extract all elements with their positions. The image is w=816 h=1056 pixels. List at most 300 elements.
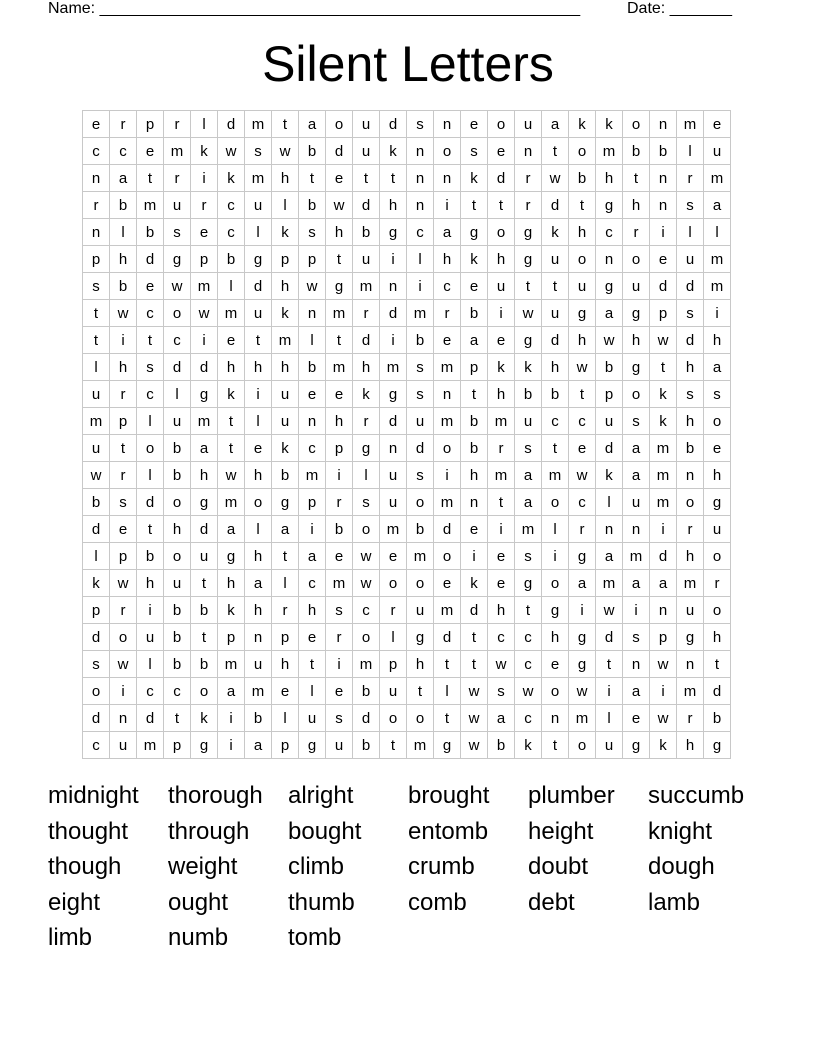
grid-cell: h: [677, 543, 704, 570]
grid-cell: d: [542, 327, 569, 354]
grid-cell: r: [272, 597, 299, 624]
grid-cell: t: [299, 651, 326, 678]
grid-cell: u: [596, 732, 623, 759]
grid-cell: m: [407, 300, 434, 327]
grid-cell: m: [218, 300, 245, 327]
grid-row: [83, 489, 731, 516]
grid-cell: t: [461, 624, 488, 651]
grid-cell: b: [137, 543, 164, 570]
grid-cell: t: [380, 732, 407, 759]
grid-cell: t: [542, 435, 569, 462]
grid-row: [83, 354, 731, 381]
grid-cell: c: [164, 327, 191, 354]
word-list-item: crumb: [408, 853, 475, 880]
grid-cell: s: [326, 705, 353, 732]
grid-cell: k: [650, 381, 677, 408]
grid-cell: n: [299, 300, 326, 327]
grid-cell: s: [83, 651, 110, 678]
grid-cell: w: [164, 273, 191, 300]
grid-cell: s: [515, 543, 542, 570]
grid-cell: e: [488, 543, 515, 570]
grid-cell: m: [704, 165, 731, 192]
grid-cell: s: [110, 489, 137, 516]
grid-cell: b: [164, 624, 191, 651]
grid-cell: k: [218, 165, 245, 192]
grid-cell: n: [596, 246, 623, 273]
grid-cell: g: [704, 489, 731, 516]
grid-cell: k: [542, 219, 569, 246]
word-list-item: climb: [288, 853, 345, 880]
grid-cell: p: [299, 246, 326, 273]
word-list-item: knight: [648, 817, 713, 845]
grid-cell: m: [677, 570, 704, 597]
grid-cell: b: [83, 489, 110, 516]
grid-cell: t: [434, 705, 461, 732]
grid-cell: e: [542, 651, 569, 678]
grid-cell: n: [623, 651, 650, 678]
grid-cell: l: [596, 705, 623, 732]
grid-cell: h: [704, 624, 731, 651]
grid-cell: l: [677, 219, 704, 246]
grid-cell: k: [650, 408, 677, 435]
page-title: Silent Letters: [262, 36, 554, 92]
grid-cell: d: [353, 192, 380, 219]
grid-cell: r: [380, 597, 407, 624]
grid-cell: s: [677, 300, 704, 327]
grid-cell: u: [380, 489, 407, 516]
grid-cell: t: [434, 651, 461, 678]
grid-cell: o: [488, 111, 515, 138]
grid-row: [83, 435, 731, 462]
grid-cell: h: [677, 408, 704, 435]
grid-cell: w: [596, 597, 623, 624]
grid-cell: t: [515, 273, 542, 300]
grid-cell: b: [164, 597, 191, 624]
grid-cell: m: [380, 516, 407, 543]
grid-cell: l: [704, 219, 731, 246]
grid-cell: t: [407, 678, 434, 705]
grid-cell: o: [704, 543, 731, 570]
grid-cell: b: [218, 246, 245, 273]
grid-cell: g: [326, 273, 353, 300]
grid-cell: l: [272, 705, 299, 732]
grid-cell: h: [245, 543, 272, 570]
grid-cell: u: [542, 300, 569, 327]
grid-cell: e: [137, 273, 164, 300]
grid-cell: d: [353, 705, 380, 732]
grid-cell: h: [569, 327, 596, 354]
grid-cell: e: [380, 543, 407, 570]
grid-cell: a: [299, 111, 326, 138]
grid-cell: c: [83, 138, 110, 165]
grid-cell: a: [299, 543, 326, 570]
grid-cell: u: [353, 246, 380, 273]
grid-row: [83, 273, 731, 300]
grid-cell: o: [164, 300, 191, 327]
grid-cell: m: [434, 597, 461, 624]
grid-cell: g: [515, 327, 542, 354]
grid-cell: g: [623, 354, 650, 381]
grid-cell: m: [488, 408, 515, 435]
grid-cell: e: [110, 516, 137, 543]
grid-cell: r: [164, 111, 191, 138]
grid-cell: h: [569, 219, 596, 246]
grid-cell: l: [83, 354, 110, 381]
grid-cell: s: [488, 678, 515, 705]
grid-cell: o: [569, 732, 596, 759]
grid-cell: b: [407, 327, 434, 354]
grid-cell: u: [272, 408, 299, 435]
grid-cell: r: [623, 219, 650, 246]
grid-cell: b: [677, 435, 704, 462]
grid-cell: b: [407, 516, 434, 543]
grid-cell: g: [569, 300, 596, 327]
grid-cell: n: [299, 408, 326, 435]
grid-cell: m: [677, 111, 704, 138]
grid-cell: b: [569, 165, 596, 192]
grid-cell: e: [83, 111, 110, 138]
grid-cell: o: [164, 489, 191, 516]
grid-cell: o: [407, 705, 434, 732]
grid-cell: e: [434, 327, 461, 354]
grid-cell: g: [596, 192, 623, 219]
grid-cell: w: [218, 462, 245, 489]
grid-cell: c: [515, 624, 542, 651]
grid-cell: t: [299, 165, 326, 192]
grid-cell: r: [569, 516, 596, 543]
grid-cell: l: [596, 489, 623, 516]
grid-cell: p: [83, 597, 110, 624]
grid-cell: m: [515, 516, 542, 543]
grid-cell: k: [596, 111, 623, 138]
grid-cell: w: [650, 327, 677, 354]
grid-cell: o: [434, 435, 461, 462]
grid-cell: t: [218, 435, 245, 462]
grid-cell: d: [245, 273, 272, 300]
grid-cell: b: [542, 381, 569, 408]
grid-cell: w: [461, 705, 488, 732]
grid-row: [83, 219, 731, 246]
grid-cell: t: [353, 165, 380, 192]
grid-cell: m: [434, 354, 461, 381]
grid-cell: b: [353, 219, 380, 246]
grid-cell: s: [623, 408, 650, 435]
word-list-item: ought: [168, 888, 229, 916]
grid-cell: c: [299, 570, 326, 597]
grid-cell: u: [299, 705, 326, 732]
grid-row: [83, 678, 731, 705]
grid-cell: u: [704, 516, 731, 543]
grid-cell: i: [407, 273, 434, 300]
grid-cell: e: [461, 516, 488, 543]
grid-cell: s: [704, 381, 731, 408]
grid-cell: m: [650, 489, 677, 516]
grid-cell: p: [326, 435, 353, 462]
grid-cell: e: [326, 165, 353, 192]
grid-cell: i: [380, 327, 407, 354]
grid-cell: i: [650, 219, 677, 246]
grid-cell: t: [542, 138, 569, 165]
grid-cell: h: [245, 462, 272, 489]
grid-cell: s: [407, 354, 434, 381]
word-list-item: eight: [48, 888, 101, 916]
grid-cell: n: [542, 705, 569, 732]
grid-cell: k: [596, 462, 623, 489]
grid-cell: a: [515, 462, 542, 489]
grid-cell: h: [326, 219, 353, 246]
grid-cell: i: [380, 246, 407, 273]
grid-cell: m: [434, 408, 461, 435]
grid-cell: e: [569, 435, 596, 462]
grid-cell: d: [650, 273, 677, 300]
grid-cell: b: [461, 300, 488, 327]
grid-cell: m: [650, 462, 677, 489]
grid-cell: e: [488, 138, 515, 165]
grid-cell: o: [407, 570, 434, 597]
grid-cell: e: [623, 705, 650, 732]
grid-cell: d: [461, 597, 488, 624]
grid-cell: u: [353, 111, 380, 138]
grid-cell: r: [164, 165, 191, 192]
grid-cell: h: [623, 327, 650, 354]
grid-cell: m: [326, 570, 353, 597]
grid-cell: b: [326, 516, 353, 543]
grid-cell: d: [677, 327, 704, 354]
grid-cell: p: [650, 624, 677, 651]
grid-cell: g: [380, 219, 407, 246]
grid-cell: e: [245, 435, 272, 462]
grid-cell: a: [488, 705, 515, 732]
grid-cell: m: [353, 651, 380, 678]
grid-cell: t: [110, 435, 137, 462]
grid-cell: g: [515, 570, 542, 597]
grid-cell: a: [596, 300, 623, 327]
grid-cell: p: [110, 543, 137, 570]
word-search-grid: [82, 110, 731, 759]
grid-cell: e: [191, 219, 218, 246]
grid-cell: u: [83, 435, 110, 462]
word-list-item: plumber: [528, 782, 615, 809]
word-list-item: entomb: [408, 817, 489, 845]
grid-cell: h: [488, 597, 515, 624]
grid-cell: t: [191, 570, 218, 597]
grid-cell: a: [569, 570, 596, 597]
word-list-item: numb: [168, 924, 229, 951]
grid-cell: g: [407, 624, 434, 651]
grid-cell: a: [434, 219, 461, 246]
grid-cell: r: [326, 489, 353, 516]
grid-cell: t: [272, 111, 299, 138]
grid-cell: m: [245, 111, 272, 138]
grid-cell: b: [299, 354, 326, 381]
grid-cell: l: [137, 651, 164, 678]
grid-row: [83, 570, 731, 597]
grid-cell: m: [326, 300, 353, 327]
grid-cell: k: [272, 219, 299, 246]
grid-cell: l: [677, 138, 704, 165]
grid-row: [83, 327, 731, 354]
grid-cell: b: [191, 651, 218, 678]
grid-cell: g: [704, 732, 731, 759]
grid-cell: l: [272, 570, 299, 597]
grid-cell: s: [83, 273, 110, 300]
grid-cell: u: [245, 651, 272, 678]
grid-cell: r: [677, 165, 704, 192]
grid-cell: d: [380, 300, 407, 327]
grid-cell: h: [218, 570, 245, 597]
grid-row: [83, 516, 731, 543]
grid-cell: u: [623, 489, 650, 516]
grid-cell: o: [245, 489, 272, 516]
grid-cell: g: [569, 624, 596, 651]
word-list-item: midnight: [48, 782, 139, 809]
grid-cell: o: [677, 489, 704, 516]
name-field-label: Name: ______________________________________________________: [48, 0, 581, 17]
grid-cell: u: [83, 381, 110, 408]
grid-cell: m: [218, 651, 245, 678]
grid-cell: l: [218, 273, 245, 300]
grid-cell: l: [380, 624, 407, 651]
grid-cell: m: [704, 273, 731, 300]
grid-cell: d: [83, 624, 110, 651]
grid-cell: w: [569, 462, 596, 489]
word-list-item: dough: [648, 853, 715, 880]
grid-cell: e: [434, 570, 461, 597]
grid-cell: b: [110, 192, 137, 219]
grid-cell: d: [326, 138, 353, 165]
grid-cell: e: [299, 624, 326, 651]
grid-cell: o: [353, 516, 380, 543]
grid-cell: u: [515, 408, 542, 435]
grid-cell: u: [245, 192, 272, 219]
grid-cell: r: [515, 192, 542, 219]
grid-cell: w: [488, 651, 515, 678]
grid-cell: h: [272, 165, 299, 192]
grid-cell: p: [110, 408, 137, 435]
grid-cell: o: [407, 489, 434, 516]
grid-cell: l: [434, 678, 461, 705]
grid-cell: d: [650, 543, 677, 570]
grid-cell: c: [515, 651, 542, 678]
grid-cell: i: [110, 678, 137, 705]
grid-cell: b: [245, 705, 272, 732]
grid-cell: t: [569, 381, 596, 408]
grid-cell: g: [515, 219, 542, 246]
grid-cell: d: [218, 111, 245, 138]
grid-cell: m: [137, 732, 164, 759]
grid-cell: w: [461, 732, 488, 759]
grid-cell: k: [218, 597, 245, 624]
grid-cell: n: [650, 165, 677, 192]
grid-cell: w: [110, 570, 137, 597]
word-list-item: comb: [408, 888, 467, 916]
grid-cell: c: [137, 300, 164, 327]
grid-cell: t: [623, 165, 650, 192]
grid-cell: o: [569, 138, 596, 165]
grid-cell: g: [623, 732, 650, 759]
grid-cell: p: [272, 624, 299, 651]
grid-cell: i: [488, 300, 515, 327]
word-list-item: bought: [288, 817, 362, 845]
grid-row: [83, 381, 731, 408]
grid-cell: w: [515, 300, 542, 327]
grid-cell: w: [110, 300, 137, 327]
grid-cell: g: [191, 381, 218, 408]
grid-cell: b: [164, 435, 191, 462]
word-list-item: doubt: [528, 853, 589, 880]
grid-cell: a: [542, 111, 569, 138]
grid-cell: p: [380, 651, 407, 678]
grid-cell: r: [353, 300, 380, 327]
grid-cell: r: [110, 597, 137, 624]
grid-cell: b: [137, 219, 164, 246]
grid-cell: t: [569, 192, 596, 219]
grid-cell: i: [623, 597, 650, 624]
grid-cell: k: [461, 165, 488, 192]
grid-cell: l: [245, 516, 272, 543]
grid-cell: a: [650, 570, 677, 597]
grid-cell: t: [326, 246, 353, 273]
word-list-item: brought: [408, 782, 490, 809]
grid-cell: u: [164, 192, 191, 219]
grid-cell: c: [218, 219, 245, 246]
grid-cell: c: [515, 705, 542, 732]
grid-row: [83, 165, 731, 192]
grid-cell: r: [110, 462, 137, 489]
grid-cell: u: [704, 138, 731, 165]
grid-cell: r: [110, 381, 137, 408]
grid-cell: c: [164, 678, 191, 705]
grid-cell: t: [326, 327, 353, 354]
grid-cell: l: [164, 381, 191, 408]
grid-cell: l: [191, 111, 218, 138]
grid-cell: i: [542, 543, 569, 570]
grid-cell: w: [326, 192, 353, 219]
grid-cell: k: [83, 570, 110, 597]
grid-cell: o: [164, 543, 191, 570]
grid-cell: h: [677, 732, 704, 759]
grid-cell: n: [407, 138, 434, 165]
grid-cell: a: [623, 462, 650, 489]
grid-cell: p: [299, 489, 326, 516]
grid-cell: r: [326, 624, 353, 651]
grid-cell: m: [650, 435, 677, 462]
grid-cell: r: [191, 192, 218, 219]
grid-cell: m: [299, 462, 326, 489]
grid-cell: l: [299, 327, 326, 354]
grid-cell: n: [380, 435, 407, 462]
grid-cell: g: [623, 300, 650, 327]
grid-cell: c: [110, 138, 137, 165]
grid-cell: h: [380, 192, 407, 219]
grid-cell: o: [623, 381, 650, 408]
grid-cell: n: [650, 192, 677, 219]
grid-cell: u: [515, 111, 542, 138]
grid-cell: b: [461, 435, 488, 462]
grid-cell: h: [272, 273, 299, 300]
grid-cell: c: [569, 489, 596, 516]
grid-cell: h: [623, 192, 650, 219]
grid-cell: n: [110, 705, 137, 732]
grid-cell: w: [110, 651, 137, 678]
grid-cell: t: [191, 624, 218, 651]
grid-cell: i: [488, 516, 515, 543]
grid-cell: h: [245, 354, 272, 381]
grid-cell: a: [704, 192, 731, 219]
grid-cell: m: [137, 192, 164, 219]
grid-cell: t: [461, 651, 488, 678]
grid-cell: s: [461, 138, 488, 165]
